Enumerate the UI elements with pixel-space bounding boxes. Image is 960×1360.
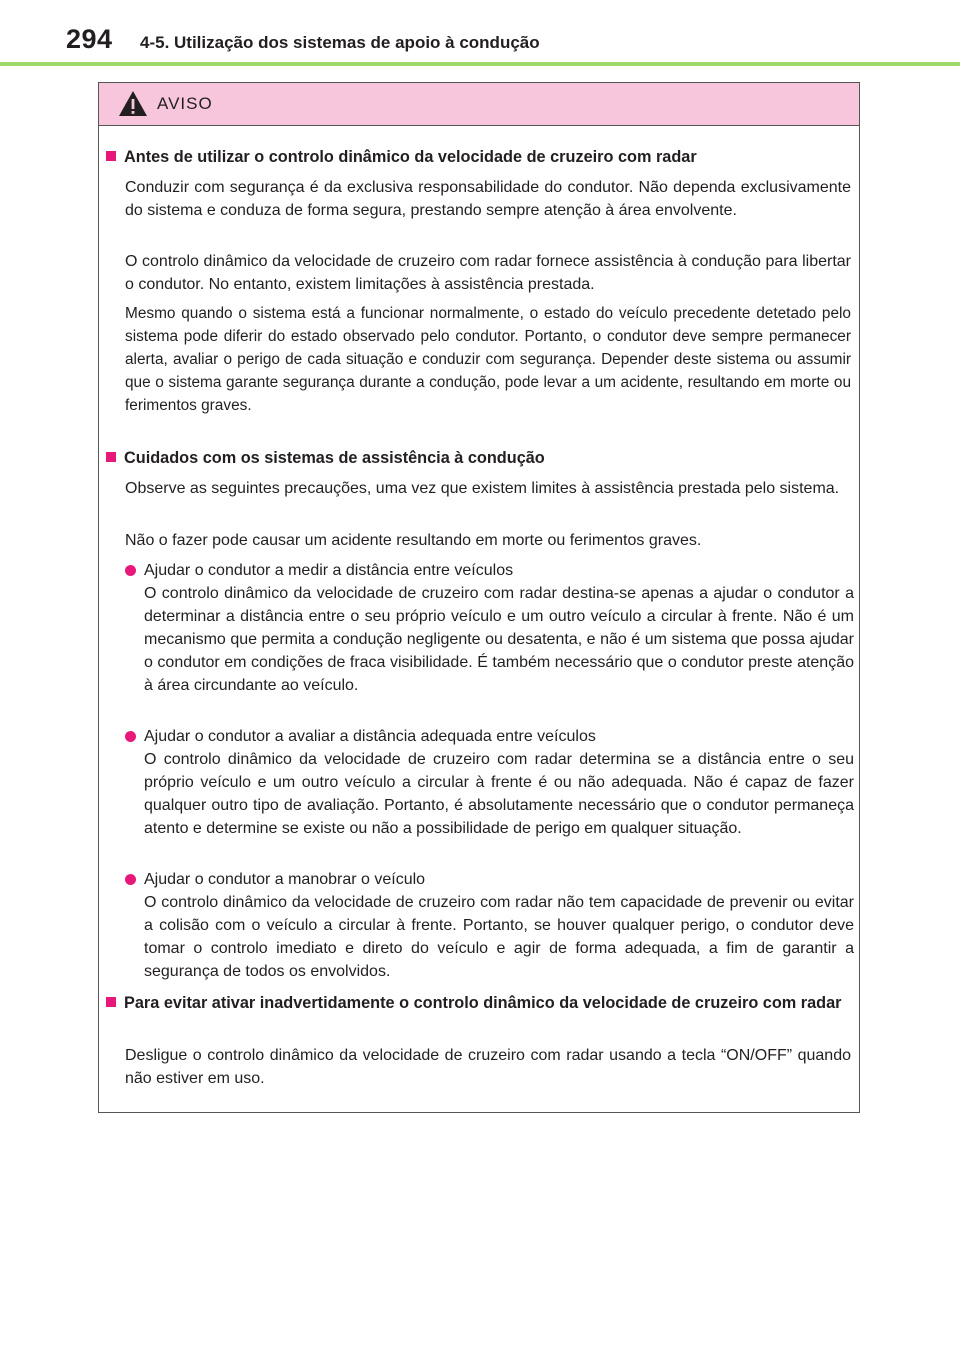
square-bullet-icon xyxy=(106,151,116,161)
warning-box xyxy=(98,82,860,1113)
warning-title: AVISO xyxy=(157,94,213,113)
list-item-title: Ajudar o condutor a medir a distância entre veículos xyxy=(144,562,514,579)
list-item-title: Ajudar o condutor a avaliar a distância adequada entre veículos xyxy=(144,728,596,745)
section-heading-3 xyxy=(106,992,856,1015)
paragraph: Mesmo quando o sistema está a funcionar normalmente, o estado do veículo precedente detetado pelo sistema pode diferir do estado observado pelo condutor. Portanto, o condutor deve sempre permanecer alerta, avaliar o perigo de cada situação e conduzir com segurança. Depender deste sistema ou assumir que o sistema garante segurança durante a condução, pode levar a um acidente, resultando em morte ou ferimentos graves. xyxy=(125,305,851,414)
round-bullet-icon xyxy=(125,731,136,742)
round-bullet-icon xyxy=(125,874,136,885)
paragraph: Conduzir com segurança é da exclusiva responsabilidade do condutor. Não dependa exclusivamente do sistema e conduza de forma segura, prestando sempre atenção à área envolvente. xyxy=(125,179,851,219)
list-item-text: O controlo dinâmico da velocidade de cruzeiro com radar não tem capacidade de prevenir ou evitar a colisão com o veículo a circular à frente. Portanto, se houver qualquer perigo, o condutor deve tomar o controlo imediato e direto do veículo e agir de forma adequada, a fim de garantir a segurança de todos os envolvidos. xyxy=(144,894,854,980)
list-item-title: Ajudar o condutor a manobrar o veículo xyxy=(144,871,426,888)
section-title: 4-5. Utilização dos sistemas de apoio à condução xyxy=(140,33,540,52)
page-number: 294 xyxy=(66,24,113,54)
list-item-text: O controlo dinâmico da velocidade de cruzeiro com radar determina se a distância entre o seu próprio veículo e um outro veículo a circular à frente é ou não adequada. Não é capaz de fazer qualquer outro tipo de avaliação. Portanto, é absolutamente necessário que o condutor permaneça atento e determine se existe ou não a possibilidade de perigo em qualquer situação. xyxy=(144,751,854,837)
section-heading-2 xyxy=(106,447,856,470)
round-bullet-icon xyxy=(125,565,136,576)
header-rule xyxy=(0,62,960,66)
section-heading-text: Cuidados com os sistemas de assistência à condução xyxy=(124,449,545,467)
paragraph: Observe as seguintes precauções, uma vez que existem limites à assistência prestada pelo sistema. xyxy=(125,480,840,497)
paragraph: Não o fazer pode causar um acidente resultando em morte ou ferimentos graves. xyxy=(125,532,702,549)
section-heading-text: Antes de utilizar o controlo dinâmico da velocidade de cruzeiro com radar xyxy=(124,148,697,166)
paragraph: Desligue o controlo dinâmico da velocidade de cruzeiro com radar usando a tecla “ON/OFF” quando não estiver em uso. xyxy=(125,1047,851,1087)
section-heading-1 xyxy=(106,146,856,169)
warning-header xyxy=(99,83,859,126)
page-header xyxy=(0,0,960,68)
paragraph: O controlo dinâmico da velocidade de cruzeiro com radar fornece assistência à condução para libertar o condutor. No entanto, existem limitações à assistência prestada. xyxy=(125,253,851,293)
square-bullet-icon xyxy=(106,452,116,462)
square-bullet-icon xyxy=(106,997,116,1007)
warning-triangle-icon xyxy=(118,90,148,117)
section-heading-text: Para evitar ativar inadvertidamente o controlo dinâmico da velocidade de cruzeiro com radar xyxy=(124,994,842,1012)
list-item-text: O controlo dinâmico da velocidade de cruzeiro com radar destina-se apenas a ajudar o condutor a determinar a distância entre o seu próprio veículo e um outro veículo a circular à frente. Não é um mecanismo que permita a condução negligente ou desatenta, e não é um sistema que possa ajudar o condutor em condições de fraca visibilidade. É também necessário que o condutor preste atenção à área circundante ao veículo. xyxy=(144,585,854,694)
